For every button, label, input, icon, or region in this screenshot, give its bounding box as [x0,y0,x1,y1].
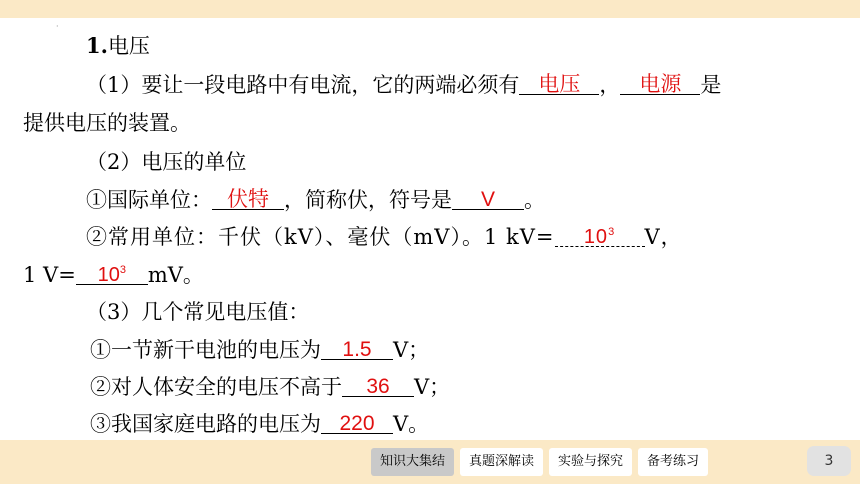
tab-exam-practice[interactable]: 备考练习 [638,448,708,476]
answer-base: 10 [97,264,120,286]
voltage-item-2 [90,372,450,402]
section-title: 电压 [107,34,150,58]
paragraph-1-line-2 [23,108,191,138]
text: ②对人体安全的电压不高于 [90,375,342,399]
tab-experiment-inquiry[interactable]: 实验与探究 [549,448,632,476]
answer-text [555,224,645,250]
text: （1）要让一段电路中有电流，它的两端必须有 [86,73,520,97]
answer-text: 220 [339,412,375,435]
text: V； [393,338,430,362]
text: V， [644,225,683,249]
text: ， [599,73,621,97]
text: 1 V= [23,263,76,287]
answer-text: 电源 [639,73,682,96]
text: V。 [393,412,430,436]
tab-exam-analysis[interactable]: 真题深解读 [460,448,543,476]
text: 提供电压的装置。 [23,111,191,135]
section-tabs [371,448,708,476]
section-heading [86,31,150,61]
si-unit-line [86,185,545,215]
voltage-item-1 [90,335,429,365]
answer-exponent: 3 [119,264,126,276]
text: ①国际单位： [86,188,212,212]
text: ①一节新干电池的电压为 [90,338,321,362]
text: mV。 [147,263,204,287]
text: 。 [524,188,545,212]
common-unit-line [86,222,683,252]
answer-text: 1.5 [342,338,372,361]
answer-text: 伏特 [227,188,269,211]
answer-blank [620,72,700,95]
answer-blank [212,187,284,210]
answer-text [76,262,148,288]
paragraph-2-title [86,147,246,177]
text: ②常用单位：千伏（kV）、毫伏（mV）。1 kV= [86,225,555,249]
decorative-dot: · [56,22,59,31]
voltage-item-3 [90,409,429,439]
section-number: 1. [86,33,108,58]
answer-text: 电压 [538,73,581,96]
answer-blank [321,411,393,434]
text: ③我国家庭电路的电压为 [90,412,321,436]
answer-blank [555,224,645,247]
text: （3）几个常见电压值： [86,300,310,324]
text: 是 [700,73,722,97]
text: （2）电压的单位 [86,150,247,174]
text: ，简称伏，符号是 [284,188,452,212]
answer-blank [76,262,148,285]
answer-blank [342,374,414,397]
paragraph-1-line-1 [86,70,721,100]
answer-base: 10 [583,226,609,248]
answer-text: 36 [366,375,390,398]
mv-line [23,260,204,290]
top-banner [0,0,860,18]
page-number: 3 [807,446,851,476]
answer-blank [452,187,524,210]
answer-blank [321,337,393,360]
text: V； [414,375,451,399]
paragraph-3-title [86,297,309,327]
answer-text: V [480,188,495,211]
tab-knowledge-summary[interactable]: 知识大集结 [371,448,454,476]
answer-blank [519,72,599,95]
answer-exponent: 3 [608,226,616,238]
